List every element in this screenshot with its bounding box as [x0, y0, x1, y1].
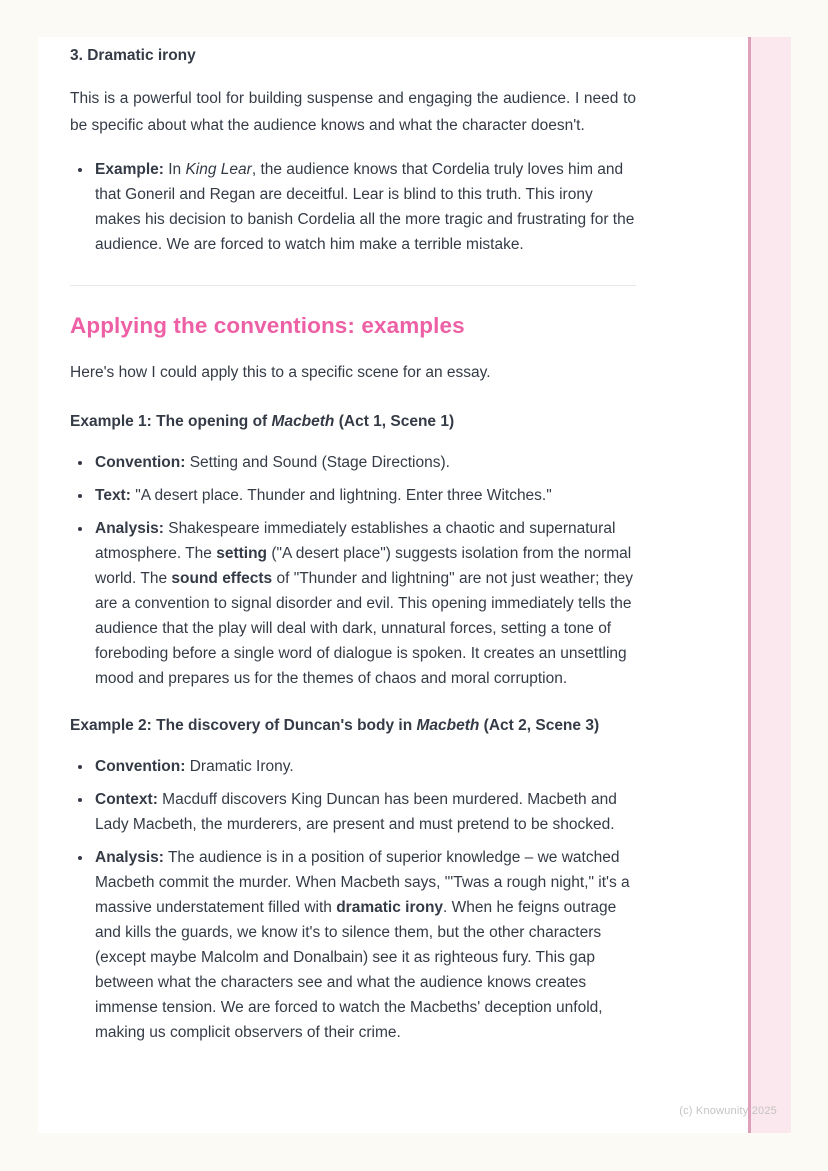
list-item: • Convention: Setting and Sound (Stage Directions).: [93, 450, 636, 475]
paragraph: Here's how I could apply this to a specific scene for an essay.: [70, 364, 491, 381]
section-heading: Applying the conventions: examples: [70, 313, 465, 338]
list-item: • Convention: Dramatic Irony.: [93, 754, 636, 779]
document-page: [38, 37, 791, 1133]
list-item: • Context: Macduff discovers King Duncan has been murdered. Macbeth and Lady Macbeth, the murderers, are present and must pretend to be shocked.: [93, 787, 636, 837]
list-item: • Analysis: Shakespeare immediately establishes a chaotic and supernatural atmosphere. The setting ("A desert place") suggests isolation from the normal world. The sound effects of "Thunder and lightning" are not just weather; they are a convention to signal disorder and evil. This opening immediately tells the audience that the play will deal with dark, unnatural forces, setting a tone of foreboding before a single word of dialogue is spoken. It creates an unsettling mood and prepares us for the themes of chaos and moral corruption.: [93, 516, 636, 691]
list-item: • Text: "A desert place. Thunder and lightning. Enter three Witches.": [93, 483, 636, 508]
list-item: • Analysis: The audience is in a position of superior knowledge – we watched Macbeth commit the murder. When Macbeth says, "'Twas a rough night," it's a massive understatement filled with dramatic irony. When he feigns outrage and kills the guards, we know it's to silence them, but the other characters (except maybe Malcolm and Donalbain) see it as righteous fury. This gap between what the characters see and what the audience knows creates immense tension. We are forced to watch the Macbeths' deception unfold, making us complicit observers of their crime.: [93, 845, 636, 1045]
paragraph: This is a powerful tool for building suspense and engaging the audience. I need to be specific about what the audience knows and what the character doesn't.: [70, 90, 636, 134]
sub-heading: Example 2: The discovery of Duncan's body in Macbeth (Act 2, Scene 3): [70, 716, 600, 734]
bullet-list: [70, 450, 636, 691]
page-edge-stripe: [748, 37, 791, 1133]
bullet-list: [70, 754, 636, 1045]
sub-heading: 3. Dramatic irony: [70, 47, 196, 64]
section-divider: [70, 285, 636, 286]
bullet-list: [70, 157, 636, 257]
document-content: [70, 37, 636, 1045]
watermark: (c) Knowunity 2025: [679, 1105, 777, 1117]
sub-heading: Example 1: The opening of Macbeth (Act 1, Scene 1): [70, 412, 455, 430]
list-item: • Example: In King Lear, the audience knows that Cordelia truly loves him and that Goneril and Regan are deceitful. Lear is blind to this truth. This irony makes his decision to banish Cordelia all the more tragic and frustrating for the audience. We are forced to watch him make a terrible mistake.: [93, 157, 636, 257]
